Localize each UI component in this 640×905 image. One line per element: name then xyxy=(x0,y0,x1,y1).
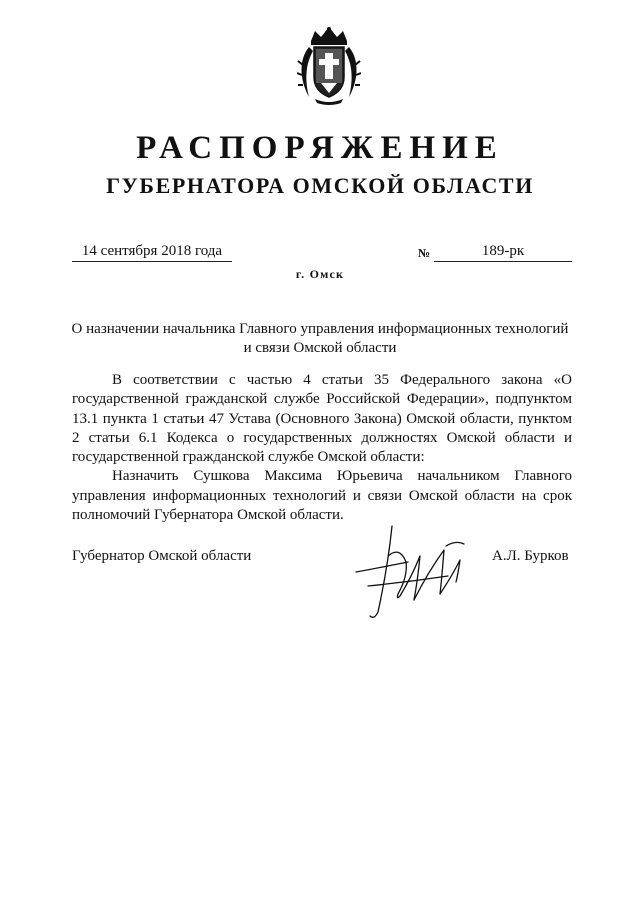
signatory-position: Губернатор Омской области xyxy=(72,548,252,564)
document-heading-line2: и связи Омской области xyxy=(243,340,397,356)
document-title: РАСПОРЯЖЕНИЕ xyxy=(136,130,504,166)
signatory-name: А.Л. Бурков xyxy=(492,548,569,564)
document-heading-line1: О назначении начальника Главного управления информационных технологий xyxy=(71,321,569,337)
document-date: 14 сентября 2018 года xyxy=(72,241,232,262)
coat-of-arms-emblem xyxy=(297,25,361,105)
handwritten-signature xyxy=(348,516,488,626)
body-paragraph-1: В соответствии с частью 4 статьи 35 Федерального закона «О государственной гражданской службе Российской Федерации», подпунктом 13.1 пункта 1 статьи 47 Устава (Основного Закона) Омской области, пунктом 2 статьи 6.1 Кодекса о государственных должностях Омской области и государственной гражданской службе Омской области: xyxy=(72,372,572,466)
body-paragraph-2: Назначить Сушкова Максима Юрьевича начальником Главного управления информационных технологий и связи Омской области на срок полномочий Губернатора Омской области. xyxy=(72,468,572,524)
document-city: г. Омск xyxy=(295,267,345,281)
document-number: 189-рк xyxy=(434,241,572,262)
document-heading xyxy=(60,320,580,358)
document-body xyxy=(72,371,572,525)
document-number-label: № xyxy=(418,246,431,260)
document-subtitle: ГУБЕРНАТОРА ОМСКОЙ ОБЛАСТИ xyxy=(106,173,534,198)
